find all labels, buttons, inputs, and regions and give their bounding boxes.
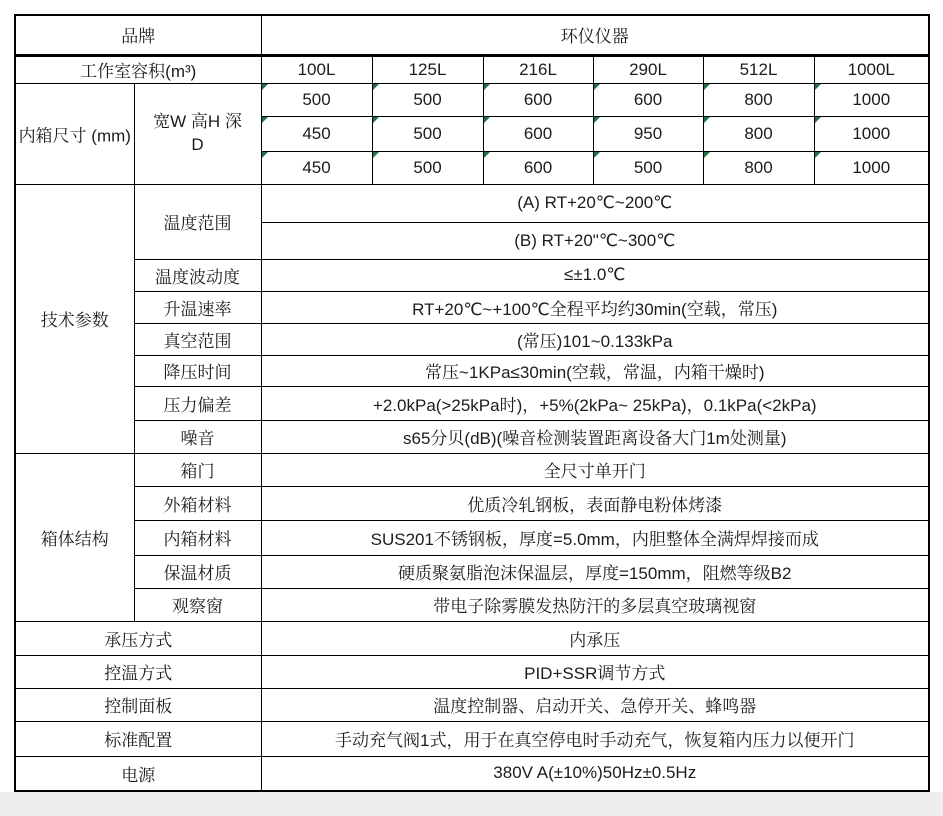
structure-item-label: 外箱材料: [134, 486, 261, 520]
corner-flag-icon: [815, 152, 821, 158]
structure-row: [15, 453, 929, 486]
inner-size-label-cell: [15, 83, 134, 184]
brand-label: 品牌: [15, 15, 261, 55]
structure-item-label: 箱门: [134, 453, 261, 486]
corner-flag-icon: [815, 84, 821, 90]
footer-row-label: 控制面板: [15, 688, 261, 721]
page-bottom-strip: [0, 792, 943, 816]
tech-row: [15, 323, 929, 355]
structure-item-label: 内箱材料: [134, 520, 261, 555]
inner-size-row-1: [15, 83, 929, 116]
structure-row: [15, 555, 929, 588]
corner-flag-icon: [484, 117, 490, 123]
structure-item-value: 硬质聚氨脂泡沫保温层，厚度=150mm，阻燃等级B2: [261, 555, 929, 588]
dim-cell: 1000: [814, 151, 929, 184]
inner-size-sublabel-line2: D: [191, 134, 204, 154]
structure-group-label: 箱体结构: [15, 453, 134, 621]
dim-cell: 1000: [814, 83, 929, 116]
footer-row-value: 380V A(±10%)50Hz±0.5Hz: [261, 756, 929, 791]
tech-item-label: 压力偏差: [134, 386, 261, 420]
tech-item-value: RT+20℃~+100℃全程平均约30min(空载，常压): [261, 291, 929, 323]
corner-flag-icon: [484, 84, 490, 90]
structure-item-value: 全尺寸单开门: [261, 453, 929, 486]
structure-row: [15, 588, 929, 621]
footer-row: [15, 655, 929, 688]
footer-row-value: 温度控制器、启动开关、急停开关、蜂鸣器: [261, 688, 929, 721]
corner-flag-icon: [704, 84, 710, 90]
structure-item-label: 保温材质: [134, 555, 261, 588]
tech-item-label: 真空范围: [134, 323, 261, 355]
footer-row-label: 承压方式: [15, 621, 261, 655]
temp-range-b-value: (B) RT+20"℃~300℃: [261, 222, 929, 259]
dim-cell: 600: [483, 83, 593, 116]
brand-value: 环仪仪器: [261, 15, 929, 55]
dim-cell: 600: [593, 83, 703, 116]
footer-row: [15, 621, 929, 655]
tech-row: [15, 386, 929, 420]
brand-row: [15, 15, 929, 55]
tech-item-value: 常压~1KPa≤30min(空载，常温，内箱干燥时): [261, 355, 929, 386]
tech-item-value: +2.0kPa(>25kPa时)，+5%(2kPa~ 25kPa)，0.1kPa(<2kPa): [261, 386, 929, 420]
tech-group-label: 技术参数: [15, 184, 134, 453]
footer-row: [15, 688, 929, 721]
inner-size-sublabel: [134, 83, 261, 184]
corner-flag-icon: [594, 152, 600, 158]
tech-item-label: 温度波动度: [134, 259, 261, 291]
corner-flag-icon: [704, 117, 710, 123]
dim-cell: 450: [261, 151, 372, 184]
footer-row-label: 控温方式: [15, 655, 261, 688]
footer-row-label: 标准配置: [15, 721, 261, 756]
footer-row: [15, 721, 929, 756]
structure-item-label: 观察窗: [134, 588, 261, 621]
dim-cell: 500: [261, 83, 372, 116]
capacity-label: 工作室容积(m³): [15, 55, 261, 83]
dim-cell: 1000: [814, 116, 929, 151]
dim-cell: 800: [703, 83, 814, 116]
tech-row: [15, 355, 929, 386]
dim-cell: 500: [372, 151, 483, 184]
capacity-row: [15, 55, 929, 83]
corner-flag-icon: [262, 84, 268, 90]
footer-row-label: 电源: [15, 756, 261, 791]
corner-flag-icon: [594, 117, 600, 123]
dim-cell: 450: [261, 116, 372, 151]
corner-flag-icon: [262, 117, 268, 123]
tech-row: [15, 420, 929, 453]
corner-flag-icon: [373, 84, 379, 90]
dim-cell: 800: [703, 151, 814, 184]
corner-flag-icon: [484, 152, 490, 158]
footer-row: [15, 756, 929, 791]
tech-row: [15, 291, 929, 323]
dim-cell: 500: [372, 116, 483, 151]
corner-flag-icon: [704, 152, 710, 158]
spec-table: [14, 14, 930, 792]
corner-flag-icon: [373, 117, 379, 123]
tech-item-label: 升温速率: [134, 291, 261, 323]
footer-row-value: 手动充气阀1式，用于在真空停电时手动充气，恢复箱内压力以便开门: [261, 721, 929, 756]
structure-item-value: 带电子除雾膜发热防汗的多层真空玻璃视窗: [261, 588, 929, 621]
tech-item-value: (常压)101~0.133kPa: [261, 323, 929, 355]
structure-item-value: 优质冷轧钢板，表面静电粉体烤漆: [261, 486, 929, 520]
corner-flag-icon: [594, 84, 600, 90]
tech-item-label: 降压时间: [134, 355, 261, 386]
corner-flag-icon: [262, 152, 268, 158]
structure-row: [15, 520, 929, 555]
dim-cell: 500: [593, 151, 703, 184]
structure-row: [15, 486, 929, 520]
capacity-header-cell: 1000L: [814, 55, 929, 83]
dim-cell: 800: [703, 116, 814, 151]
corner-flag-icon: [373, 152, 379, 158]
tech-row: [15, 259, 929, 291]
tech-item-value: ≤±1.0℃: [261, 259, 929, 291]
capacity-header-cell: 290L: [593, 55, 703, 83]
dim-cell: 600: [483, 116, 593, 151]
dim-cell: 950: [593, 116, 703, 151]
temp-range-a-value: (A) RT+20℃~200℃: [261, 184, 929, 222]
corner-flag-icon: [815, 117, 821, 123]
tech-item-value: s65分贝(dB)(噪音检测装置距离设备大门1m处测量): [261, 420, 929, 453]
structure-item-value: SUS201不锈钢板，厚度=5.0mm，内胆整体全满焊焊接而成: [261, 520, 929, 555]
footer-row-value: 内承压: [261, 621, 929, 655]
inner-size-sublabel-line1: 宽W 高H 深: [153, 111, 242, 131]
capacity-header-cell: 216L: [483, 55, 593, 83]
temp-range-a-row: [15, 184, 929, 222]
inner-size-label: 内箱尺寸 (mm): [18, 126, 131, 145]
capacity-header-cell: 125L: [372, 55, 483, 83]
capacity-header-cell: 512L: [703, 55, 814, 83]
tech-item-label: 噪音: [134, 420, 261, 453]
dim-cell: 500: [372, 83, 483, 116]
dim-cell: 600: [483, 151, 593, 184]
capacity-header-cell: 100L: [261, 55, 372, 83]
temp-range-label: 温度范围: [134, 184, 261, 259]
footer-row-value: PID+SSR调节方式: [261, 655, 929, 688]
